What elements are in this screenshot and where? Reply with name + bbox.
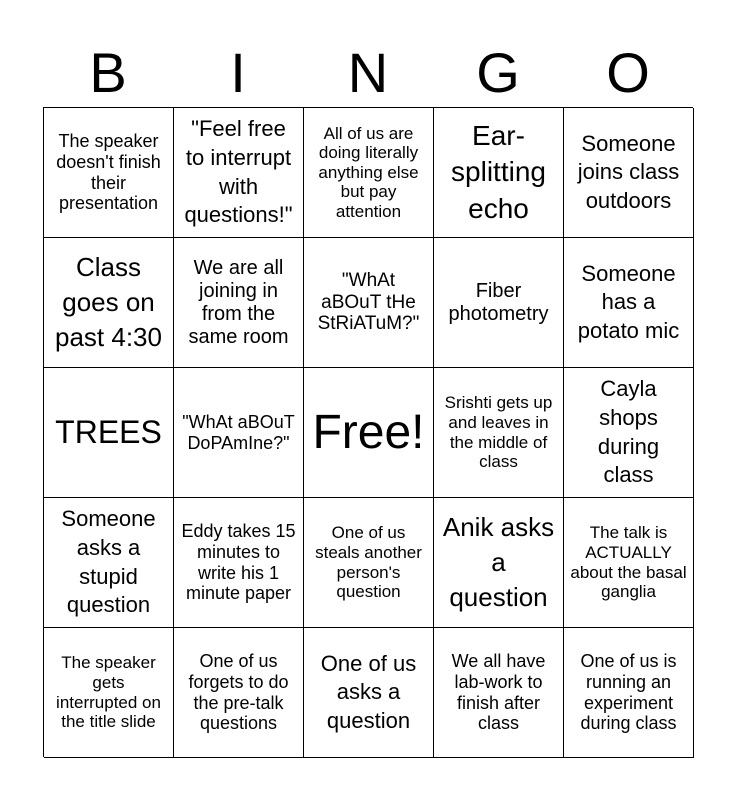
bingo-cell[interactable]: We all have lab-work to finish after class (434, 628, 564, 758)
bingo-cell[interactable]: Anik asks a question (434, 498, 564, 628)
bingo-cell[interactable]: The speaker doesn't finish their presentation (44, 108, 174, 238)
bingo-cell[interactable]: Class goes on past 4:30 (44, 238, 174, 368)
bingo-cell[interactable]: We are all joining in from the same room (174, 238, 304, 368)
bingo-cell[interactable]: Someone has a potato mic (564, 238, 694, 368)
header-letter-b: B (89, 41, 127, 104)
bingo-cell[interactable]: One of us forgets to do the pre-talk questions (174, 628, 304, 758)
bingo-cell[interactable]: "Feel free to interrupt with questions!" (174, 108, 304, 238)
bingo-cell[interactable]: "WhAt aBOuT DoPAmIne?" (174, 368, 304, 498)
bingo-cell[interactable]: Fiber photometry (434, 238, 564, 368)
bingo-cell[interactable]: One of us steals another person's question (304, 498, 434, 628)
bingo-cell[interactable]: Srishti gets up and leaves in the middle of class (434, 368, 564, 498)
bingo-cell[interactable]: Someone joins class outdoors (564, 108, 694, 238)
free-space-cell[interactable]: Free! (304, 368, 434, 498)
header-letter-i: I (230, 41, 246, 104)
bingo-cell[interactable]: The talk is ACTUALLY about the basal ganglia (564, 498, 694, 628)
bingo-cell[interactable]: "WhAt aBOuT tHe StRiATuM?" (304, 238, 434, 368)
header-letter-n: N (347, 41, 389, 104)
bingo-cell[interactable]: One of us asks a question (304, 628, 434, 758)
bingo-cell[interactable]: The speaker gets interrupted on the title slide (44, 628, 174, 758)
bingo-cell[interactable]: Someone asks a stupid question (44, 498, 174, 628)
header-letter-g: G (476, 41, 520, 104)
bingo-header (43, 38, 693, 108)
bingo-cell[interactable]: All of us are doing literally anything else but pay attention (304, 108, 434, 238)
header-letter-o: O (606, 41, 650, 104)
bingo-cell[interactable]: One of us is running an experiment during class (564, 628, 694, 758)
bingo-cell[interactable]: Cayla shops during class (564, 368, 694, 498)
bingo-grid (43, 107, 693, 757)
bingo-cell[interactable]: Ear-splitting echo (434, 108, 564, 238)
bingo-cell[interactable]: Eddy takes 15 minutes to write his 1 minute paper (174, 498, 304, 628)
bingo-cell[interactable]: TREES (44, 368, 174, 498)
